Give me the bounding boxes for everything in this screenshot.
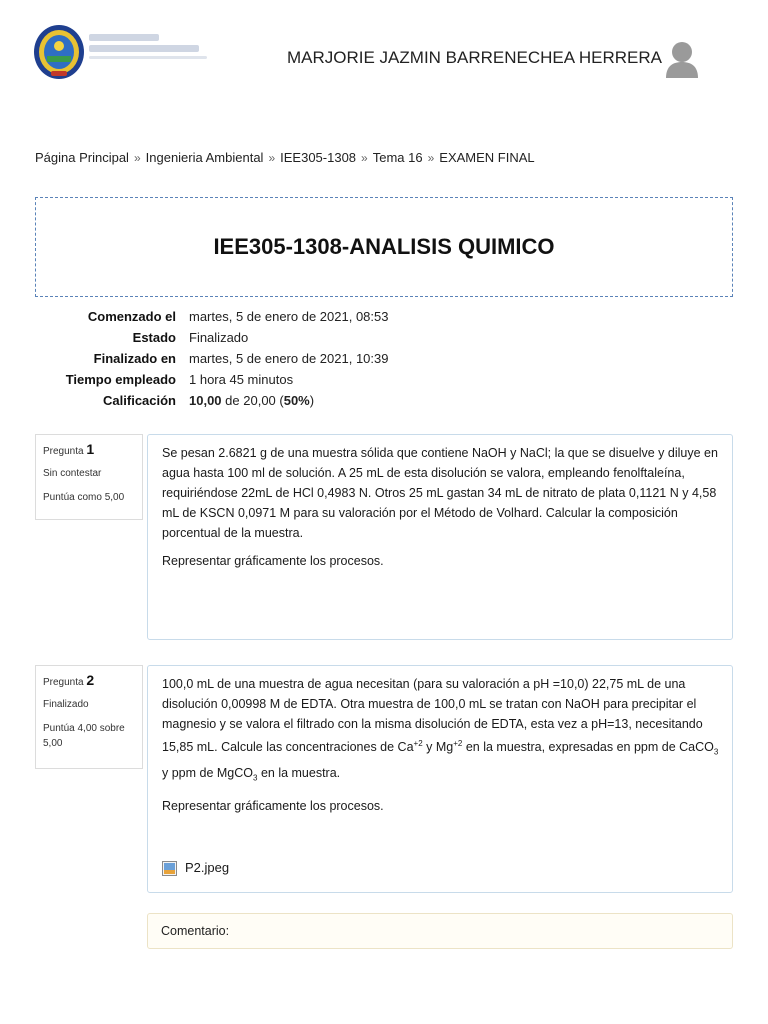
summary-row-time bbox=[35, 369, 388, 390]
question-2-info bbox=[35, 665, 143, 769]
time-label: Tiempo empleado bbox=[65, 372, 176, 387]
user-fullname[interactable]: MARJORIE JAZMIN BARRENECHEA HERRERA bbox=[287, 48, 662, 67]
state-value: Finalizado bbox=[189, 330, 249, 345]
state-label: Estado bbox=[132, 330, 176, 345]
breadcrumb-topic[interactable]: Tema 16 bbox=[372, 150, 423, 165]
breadcrumb-separator: » bbox=[133, 151, 141, 165]
question-extra: Representar gráficamente los procesos. bbox=[162, 799, 384, 814]
grade-close: ) bbox=[309, 393, 315, 408]
started-label: Comenzado el bbox=[87, 309, 176, 324]
question-number bbox=[43, 672, 135, 688]
page-title: IEE305-1308-ANALISIS QUIMICO bbox=[213, 234, 555, 259]
superscript: +2 bbox=[453, 739, 463, 748]
question-text bbox=[162, 674, 719, 788]
question-text-part: 100,0 mL de una muestra de agua necesitan (para su valoración a pH =10,0) 22,75 mL de una disolución 0,00998 M de EDTA. Otra muestra de 100,0 mL se tratan con NaOH para precipitar el magnesio y se valora el filtrado con la misma disolución de EDTA, esta vez a pH=13, necesitando 15,85 mL. Calcule las concentraciones de Ca bbox=[162, 677, 703, 755]
question-text: Se pesan 2.6821 g de una muestra sólida que contiene NaOH y NaCl; la que se disuelve y diluye en agua hasta 100 ml de solución. A 25 mL de esta disolución se valora, empleando fenolftaleína, requiriéndose 22mL de HCl 0,4983 N. Otros 25 mL gastan 34 mL de nitrato de plata 0,1121 N y 4,58 mL de KSCN 0,0971 M para su valoración por el Método de Volhard. Calcular la composición porcentual de la muestra. bbox=[162, 446, 718, 540]
user-avatar-icon[interactable] bbox=[664, 40, 700, 78]
question-1-content bbox=[147, 434, 733, 640]
summary-row-state bbox=[35, 327, 388, 348]
question-number bbox=[43, 441, 135, 457]
summary-row-grade bbox=[35, 390, 388, 411]
breadcrumb-exam[interactable]: EXAMEN FINAL bbox=[439, 150, 535, 165]
breadcrumb-home[interactable]: Página Principal bbox=[35, 150, 129, 165]
question-status: Finalizado bbox=[43, 699, 89, 710]
comment-box bbox=[147, 913, 733, 949]
image-file-icon bbox=[162, 861, 177, 876]
university-name-wordmark bbox=[89, 34, 207, 74]
started-value: martes, 5 de enero de 2021, 08:53 bbox=[189, 309, 389, 324]
question-label: Pregunta bbox=[43, 677, 84, 688]
breadcrumb bbox=[35, 150, 535, 165]
attachment-link[interactable] bbox=[162, 858, 229, 878]
breadcrumb-course[interactable]: IEE305-1308 bbox=[280, 150, 357, 165]
question-1-info bbox=[35, 434, 143, 520]
question-text-part: y Mg bbox=[422, 740, 454, 755]
question-text-part: en la muestra. bbox=[257, 765, 341, 780]
finished-label: Finalizado en bbox=[93, 351, 176, 366]
university-emblem-icon bbox=[33, 24, 85, 80]
course-title-box bbox=[35, 197, 733, 297]
superscript: +2 bbox=[413, 739, 423, 748]
question-text-part: y ppm de MgCO bbox=[162, 765, 254, 780]
breadcrumb-separator: » bbox=[361, 151, 368, 165]
university-logo[interactable] bbox=[33, 24, 208, 82]
subscript: 3 bbox=[253, 773, 258, 783]
question-status: Sin contestar bbox=[43, 468, 102, 479]
time-value: 1 hora 45 minutos bbox=[189, 372, 294, 387]
question-number-value: 2 bbox=[86, 672, 95, 688]
grade-score: 10,00 bbox=[189, 393, 222, 408]
comment-label: Comentario: bbox=[161, 924, 230, 938]
summary-row-finished bbox=[35, 348, 388, 369]
question-points: Puntúa como 5,00 bbox=[43, 492, 125, 503]
attachment-filename[interactable]: P2.jpeg bbox=[185, 860, 230, 875]
grade-percent: 50% bbox=[283, 393, 310, 408]
finished-value: martes, 5 de enero de 2021, 10:39 bbox=[189, 351, 389, 366]
breadcrumb-category[interactable]: Ingenieria Ambiental bbox=[145, 150, 264, 165]
question-extra: Representar gráficamente los procesos. bbox=[162, 554, 384, 568]
breadcrumb-separator: » bbox=[268, 151, 276, 165]
question-number-value: 1 bbox=[86, 441, 95, 457]
question-points: Puntúa 4,00 sobre 5,00 bbox=[43, 723, 125, 749]
grade-of: de 20,00 ( bbox=[225, 393, 284, 408]
question-label: Pregunta bbox=[43, 446, 84, 457]
summary-row-started bbox=[35, 306, 388, 327]
grade-label: Calificación bbox=[103, 393, 176, 408]
attempt-summary-table bbox=[35, 306, 388, 411]
breadcrumb-separator: » bbox=[427, 151, 435, 165]
grade-value bbox=[182, 390, 388, 411]
question-2-content bbox=[147, 665, 733, 893]
subscript: 3 bbox=[713, 747, 719, 757]
question-text-part: en la muestra, expresadas en ppm de CaCO bbox=[462, 740, 714, 755]
